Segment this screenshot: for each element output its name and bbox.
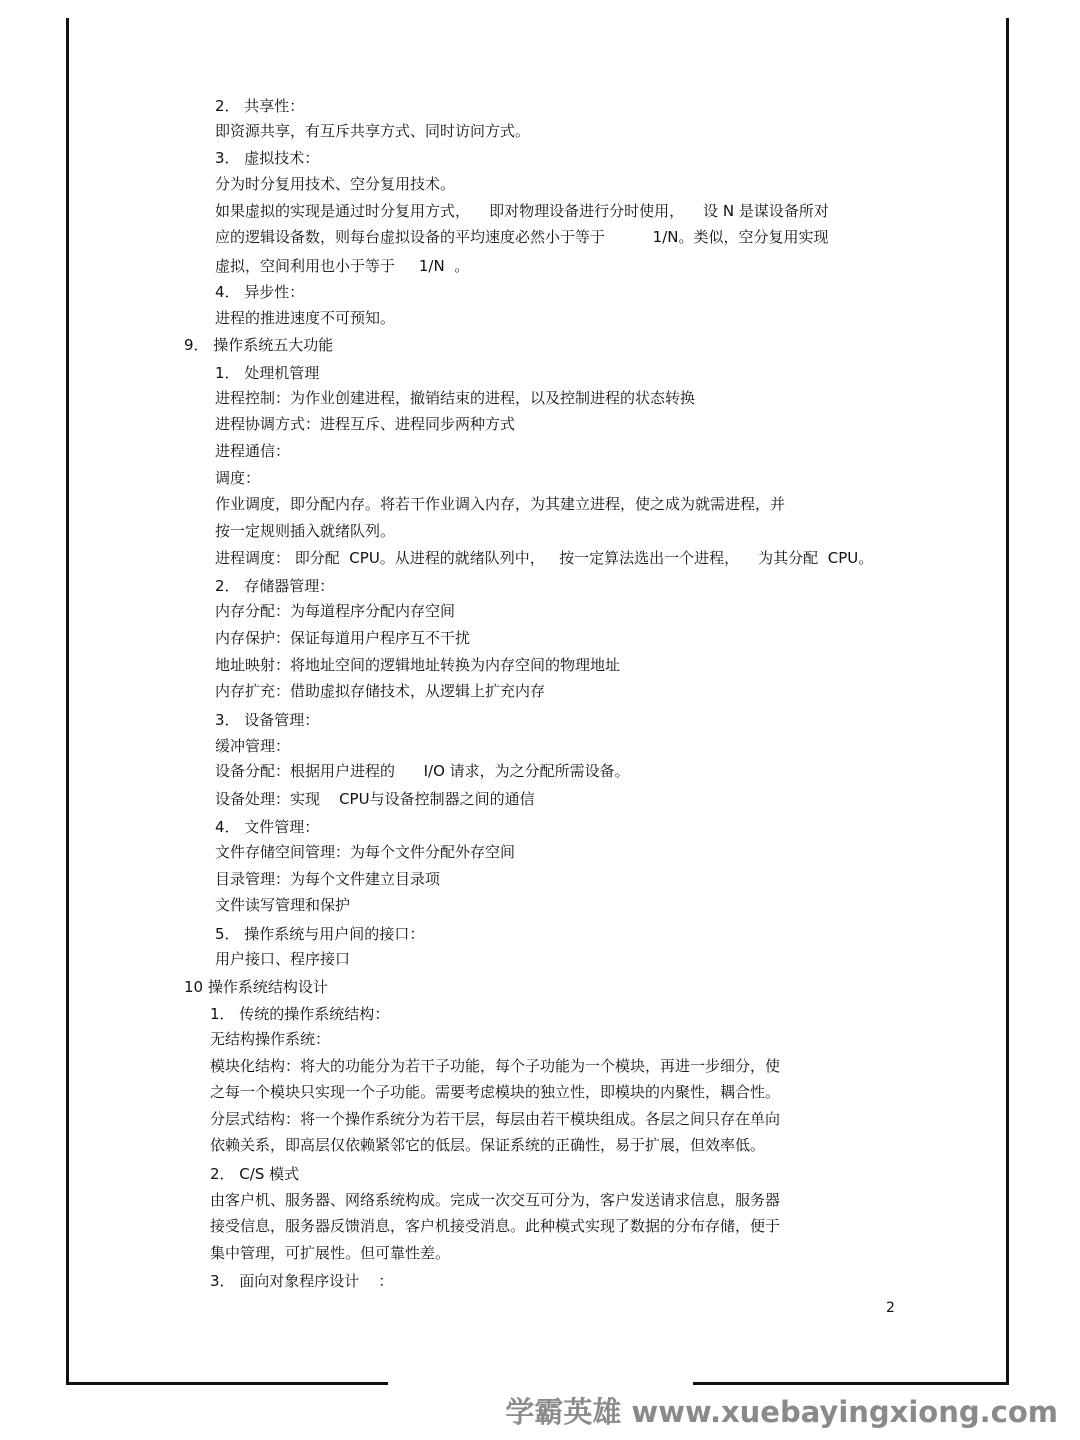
text-line: 4． 异步性： [215,283,305,301]
text-line: 虚拟，空间利用也小于等于 1/N 。 [215,257,470,275]
text-line: 1． 处理机管理 [215,364,320,382]
text-line: 2． C/S 模式 [210,1165,300,1183]
page-number: 2 [886,1300,895,1316]
text-line: 3． 虚拟技术： [215,149,320,167]
text-line: 设备分配：根据用户进程的 I/O 请求，为之分配所需设备。 [215,762,630,780]
watermark: 学霸英雄 www.xuebayingxiong.com [505,1395,1058,1429]
text-line: 4． 文件管理： [215,818,320,836]
text-line: 作业调度，即分配内存。将若干作业调入内存，为其建立进程，使之成为就需进程，并 [215,495,786,513]
text-line: 应的逻辑设备数，则每台虚拟设备的平均速度必然小于等于 1/N。类似，空分复用实现 [215,228,829,246]
text-line: 无结构操作系统： [210,1030,331,1048]
text-line: 进程的推进速度不可预知。 [215,309,396,327]
text-line: 调度： [215,469,261,487]
text-line: 分层式结构：将一个操作系统分为若干层，每层由若干模块组成。各层之间只存在单向 [210,1110,781,1128]
text-line: 2． 存储器管理： [215,577,335,595]
text-line: 文件读写管理和保护 [215,896,351,914]
text-line: 2． 共享性： [215,97,305,115]
text-line: 进程调度： 即分配 CPU。从进程的就绪队列中， 按一定算法选出一个进程， 为其分配 CPU。 [215,549,874,567]
text-line: 内存保护：保证每道用户程序互不干扰 [215,629,471,647]
page-frame-gap [388,1380,693,1387]
section-heading: 10 操作系统结构设计 [184,978,328,996]
text-line: 5． 操作系统与用户间的接口： [215,925,425,943]
text-line: 集中管理，可扩展性。但可靠性差。 [210,1244,451,1262]
text-line: 地址映射：将地址空间的逻辑地址转换为内存空间的物理地址 [215,656,621,674]
text-line: 进程通信： [215,442,291,460]
text-line: 设备处理：实现 CPU与设备控制器之间的通信 [215,790,535,808]
text-line: 目录管理：为每个文件建立目录项 [215,870,441,888]
text-line: 按一定规则插入就绪队列。 [215,522,396,540]
text-line: 接受信息，服务器反馈消息，客户机接受消息。此种模式实现了数据的分布存储，便于 [210,1217,781,1235]
text-line: 文件存储空间管理：为每个文件分配外存空间 [215,843,516,861]
text-line: 3． 设备管理： [215,711,320,729]
text-line: 进程协调方式：进程互斥、进程同步两种方式 [215,415,516,433]
text-line: 分为时分复用技术、空分复用技术。 [215,175,456,193]
text-line: 依赖关系，即高层仅依赖紧邻它的低层。保证系统的正确性，易于扩展，但效率低。 [210,1136,766,1154]
text-line: 内存扩充：借助虚拟存储技术，从逻辑上扩充内存 [215,682,546,700]
text-line: 模块化结构：将大的功能分为若干子功能，每个子功能为一个模块，再进一步细分，使 [210,1057,781,1075]
text-line: 进程控制：为作业创建进程，撤销结束的进程，以及控制进程的状态转换 [215,389,696,407]
section-heading: 9． 操作系统五大功能 [184,336,334,354]
text-line: 如果虚拟的实现是通过时分复用方式， 即对物理设备进行分时使用， 设 N 是谋设备所对 [215,202,829,220]
text-line: 之每一个模块只实现一个子功能。需要考虑模块的独立性，即模块的内聚性，耦合性。 [210,1083,781,1101]
text-line: 缓冲管理： [215,737,291,755]
text-line: 即资源共享，有互斥共享方式、同时访问方式。 [215,122,531,140]
text-line: 由客户机、服务器、网络系统构成。完成一次交互可分为，客户发送请求信息，服务器 [210,1191,781,1209]
text-line: 内存分配：为每道程序分配内存空间 [215,602,456,620]
text-line: 3． 面向对象程序设计 ： [210,1272,394,1290]
text-line: 1． 传统的操作系统结构： [210,1005,390,1023]
text-line: 用户接口、程序接口 [215,950,351,968]
